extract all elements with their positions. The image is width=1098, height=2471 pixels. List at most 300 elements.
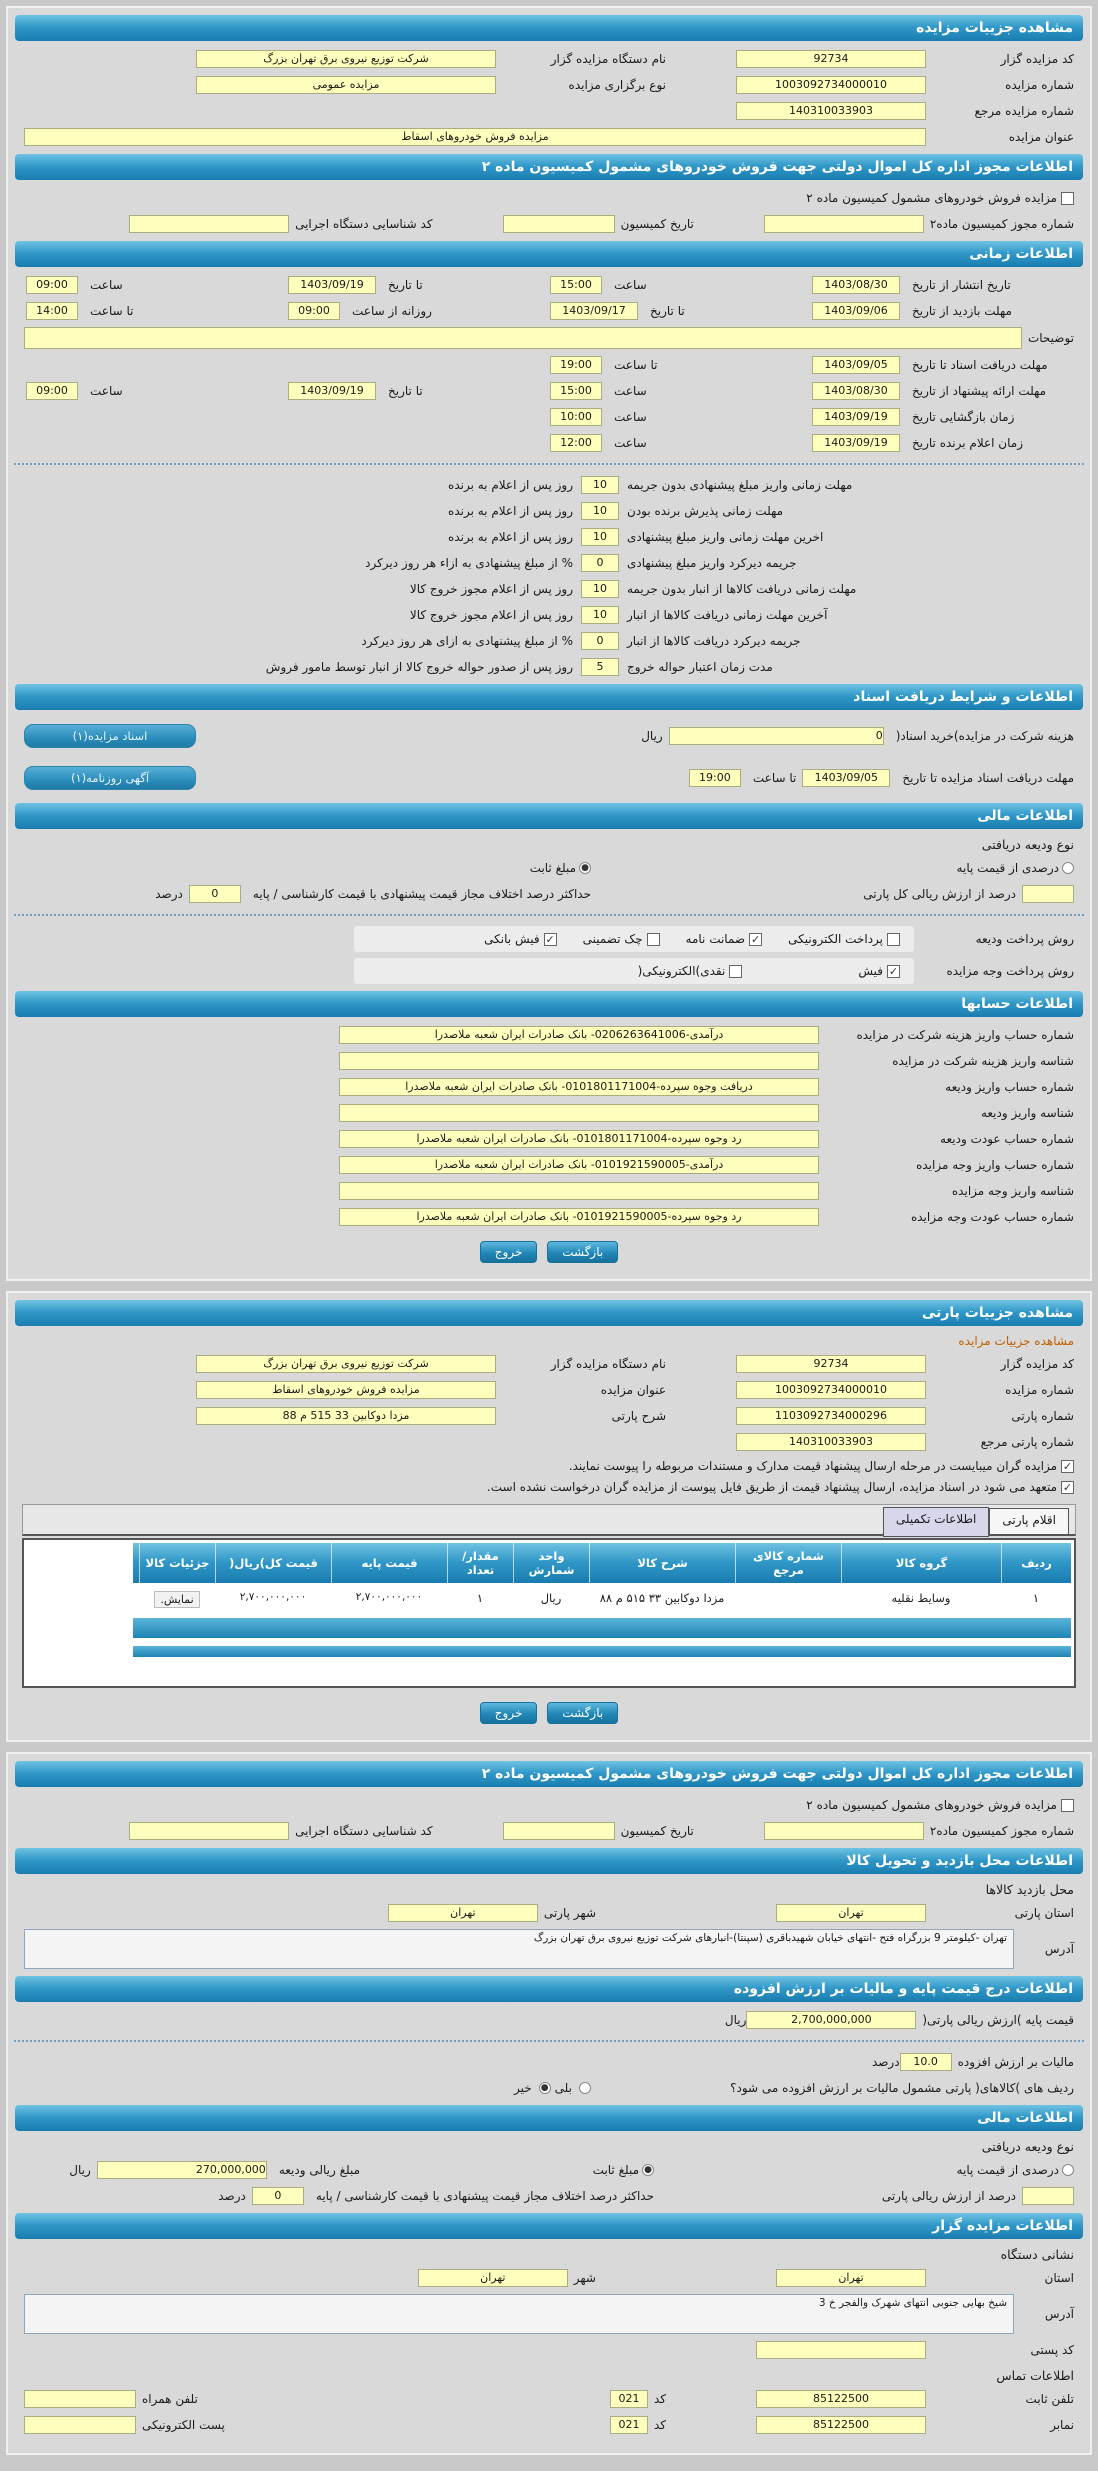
- financial-header: اطلاعات مالی: [15, 803, 1083, 829]
- penalty-field[interactable]: 10: [581, 580, 619, 598]
- attachment-note-2-checkbox[interactable]: ✓: [1062, 1480, 1073, 1494]
- penalty-suffix: روز پس از اعلام به برنده: [448, 530, 573, 544]
- newspaper-ad-button[interactable]: آگهی روزنامه(۱): [24, 766, 196, 790]
- slip-checkbox[interactable]: ✓: [888, 965, 899, 978]
- phone-label: تلفن ثابت: [1025, 2392, 1074, 2406]
- docs-deadline2-date[interactable]: 1403/09/05: [802, 769, 890, 787]
- org-address-field[interactable]: شیخ بهایی جنوبی انتهای شهرک والفجر خ 3: [24, 2294, 1014, 2334]
- offer-hour[interactable]: 15:00: [550, 382, 602, 400]
- base-price-label: قیمت پایه )ارزش ریالی پارتی(: [922, 2013, 1074, 2027]
- penalty-field[interactable]: 0: [581, 554, 619, 572]
- party-tabs: [22, 1504, 1076, 1536]
- price-header: اطلاعات درج قیمت پایه و مالیات بر ارزش افزوده: [15, 1976, 1083, 2002]
- base-price-row: [24, 2010, 1074, 2030]
- party-desc-field[interactable]: مزدا دوکابین 33 515 م 88: [196, 1407, 496, 1425]
- party-number-field[interactable]: 1103092734000296: [736, 1407, 926, 1425]
- timing-header: اطلاعات زمانی: [15, 241, 1083, 267]
- docs-deadline-label: مهلت دریافت اسناد تا تاریخ: [912, 358, 1048, 372]
- description-label: توضیحات: [1027, 331, 1074, 345]
- cheque-checkbox[interactable]: [647, 933, 660, 946]
- auction-org-label: نام دستگاه مزایده گزار: [550, 52, 666, 66]
- account-row: [24, 1051, 1074, 1071]
- address-row: [24, 1929, 1074, 1969]
- percent-value-label: درصد از ارزش ریالی کل پارتی: [863, 887, 1016, 901]
- percent-value-row: [24, 884, 1074, 904]
- party-org-label: نام دستگاه مزایده گزار: [550, 1357, 666, 1371]
- guarantee-checkbox[interactable]: ✓: [750, 933, 761, 946]
- penalty-row: [24, 605, 1074, 625]
- offer-from-label: مهلت ارائه پیشنهاد از تاریخ: [912, 384, 1047, 398]
- separator: [14, 2040, 1084, 2042]
- offer-from-date[interactable]: 1403/08/30: [812, 382, 900, 400]
- vat-field[interactable]: 10.0: [900, 2053, 952, 2071]
- back-button[interactable]: بازگشت: [547, 1241, 618, 1263]
- docs-fee-unit: ریال: [641, 729, 663, 743]
- account-label: شناسه واریز وجه مزایده: [951, 1184, 1074, 1198]
- penalty-label: اخرین مهلت زمانی واریز مبلغ پیشنهادی: [627, 530, 824, 544]
- maxdiff-label: حداکثر درصد اختلاف مجاز قیمت پیشنهادی با قیمت کارشناسی / پایه: [252, 887, 591, 901]
- penalty-row: [24, 527, 1074, 547]
- visit-from-date[interactable]: 1403/09/06: [812, 302, 900, 320]
- docs-deadline-date[interactable]: 1403/09/05: [812, 356, 900, 374]
- penalty-field[interactable]: 0: [581, 632, 619, 650]
- penalty-row: [24, 501, 1074, 521]
- commission2-date-field[interactable]: [503, 1822, 615, 1840]
- offer-to-hour[interactable]: 09:00: [26, 382, 78, 400]
- visit-until-hour[interactable]: 14:00: [26, 302, 78, 320]
- separator: [14, 914, 1084, 916]
- postal-label: کد پستی: [1030, 2343, 1074, 2357]
- percent2-value-row: [24, 2186, 1074, 2206]
- account-row: [24, 1025, 1074, 1045]
- penalty-field[interactable]: 5: [581, 658, 619, 676]
- percent-radio[interactable]: [1062, 862, 1074, 874]
- col-group: گروه کالا: [841, 1543, 1001, 1583]
- auction-number-field[interactable]: 1003092734000010: [736, 76, 926, 94]
- docs-deadline2-label: مهلت دریافت اسناد مزایده تا تاریخ: [902, 771, 1074, 785]
- visit-daily-hour[interactable]: 09:00: [288, 302, 340, 320]
- party-auction-number-field[interactable]: 1003092734000010: [736, 1381, 926, 1399]
- party-row-1: [24, 1354, 1074, 1374]
- publish-hour-label: ساعت: [614, 278, 647, 292]
- panel1-buttons: [8, 1241, 1090, 1263]
- docs-deadline-hour-label: تا ساعت: [614, 358, 658, 372]
- party-extra-panel: [6, 1752, 1092, 2455]
- accounts-header: اطلاعات حسابها: [15, 991, 1083, 1017]
- visit-daily-label: روزانه از ساعت: [352, 304, 432, 318]
- percent-value-field[interactable]: [1022, 885, 1074, 903]
- opening-row: [24, 407, 1074, 427]
- auction-details-panel: [6, 6, 1092, 1281]
- vat-no-label: خیر: [514, 2081, 532, 2095]
- party-auction-title-label: عنوان مزایده: [600, 1383, 666, 1397]
- docs-fee-field[interactable]: 0: [669, 727, 884, 745]
- publish-to-hour-label: ساعت: [90, 278, 123, 292]
- location-row: [24, 1903, 1074, 1923]
- penalty-suffix: روز پس از اعلام به برنده: [448, 478, 573, 492]
- cash-electronic-checkbox[interactable]: [729, 965, 742, 978]
- deposit-amount-label: مبلغ ریالی ودیعه: [278, 2163, 360, 2177]
- org-province-field[interactable]: تهران: [776, 2269, 926, 2287]
- visit-to-date[interactable]: 1403/09/17: [550, 302, 638, 320]
- maxdiff-field[interactable]: 0: [189, 885, 241, 903]
- account-row: [24, 1103, 1074, 1123]
- visit-place-label: محل بازدید کالاها: [985, 1882, 1074, 1897]
- account-label: شناسه واریز هزینه شرکت در مزایده: [892, 1054, 1074, 1068]
- penalty-label: مدت زمان اعتبار حواله خروج: [627, 660, 773, 674]
- docs-fee-label: هزینه شرکت در مزایده)خرید اسناد(: [895, 729, 1074, 743]
- account-label: شماره حساب واریز ودیعه: [945, 1080, 1074, 1094]
- winner-hour-label: ساعت: [614, 436, 647, 450]
- view-auction-link[interactable]: مشاهده جزییات مزایده: [958, 1334, 1074, 1348]
- offer-to-label: تا تاریخ: [388, 384, 423, 398]
- docs-deadline2-hour[interactable]: 19:00: [689, 769, 741, 787]
- publish-from-label: تاریخ انتشار از تاریخ: [912, 278, 1011, 292]
- vat-question-row: [24, 2078, 1074, 2098]
- party-details-header: مشاهده جزییات پارتی: [15, 1300, 1083, 1326]
- vat-yes-radio[interactable]: [579, 2082, 591, 2094]
- phone-field[interactable]: 85122500: [756, 2390, 926, 2408]
- docs-deadline-hour[interactable]: 19:00: [550, 356, 602, 374]
- auction-row-1: [24, 49, 1074, 69]
- auction-details-header: مشاهده جزییات مزایده: [15, 15, 1083, 41]
- vat-row: [24, 2052, 1074, 2072]
- docs-conditions-header: اطلاعات و شرایط دریافت اسناد: [15, 684, 1083, 710]
- permit-fields-row: [24, 214, 1074, 234]
- account-row: [24, 1077, 1074, 1097]
- party-desc-label: شرح پارتی: [611, 1409, 666, 1423]
- slip-label: فیش: [858, 964, 883, 978]
- penalty-suffix: % از مبلغ پیشنهادی به ازاء هر روز دیرکرد: [365, 556, 573, 570]
- visit-from-label: مهلت بازدید از تاریخ: [912, 304, 1012, 318]
- docs-deadline2-to: تا ساعت: [752, 771, 797, 785]
- permit2-no-field[interactable]: [764, 1822, 924, 1840]
- penalty-label: مهلت زمانی پذیرش برنده بودن: [627, 504, 784, 518]
- guarantee-label: ضمانت نامه: [685, 932, 746, 946]
- auction-pay-row: [24, 958, 1074, 984]
- docs-deadline-row: [24, 355, 1074, 375]
- permit2-no-label: شماره مجوز کمیسیون ماده۲: [929, 1824, 1074, 1838]
- commission-date-field[interactable]: [503, 215, 615, 233]
- docs-fee-row: [24, 718, 1074, 754]
- commission-date-label: تاریخ کمیسیون: [620, 217, 694, 231]
- winner-date[interactable]: 1403/09/19: [812, 434, 900, 452]
- postal-field[interactable]: [756, 2341, 926, 2359]
- financial2-header: اطلاعات مالی: [15, 2105, 1083, 2131]
- permit-checkbox-row: [24, 188, 1074, 208]
- auction-org-field[interactable]: شرکت توزیع نیروی برق تهران بزرگ: [196, 50, 496, 68]
- fixed-radio[interactable]: ●: [579, 862, 591, 874]
- penalty-field[interactable]: 10: [581, 606, 619, 624]
- epay-label: پرداخت الکترونیکی: [788, 932, 883, 946]
- fax-label: نمابر: [1050, 2418, 1074, 2432]
- attachment-note-1-checkbox[interactable]: ✓: [1062, 1459, 1073, 1473]
- cell-group: وسایط نقلیه: [891, 1591, 951, 1605]
- party-auction-number-label: شماره مزایده: [1005, 1383, 1074, 1397]
- winner-row: [24, 433, 1074, 453]
- penalty-row: [24, 657, 1074, 677]
- auction-row-3: [24, 101, 1074, 121]
- auction-code-label: کد مزایده گزار: [1000, 52, 1074, 66]
- publish-to-date[interactable]: 1403/09/19: [288, 276, 376, 294]
- cell-row: ۱: [1032, 1591, 1040, 1605]
- col-row: ردیف: [1001, 1543, 1071, 1583]
- org-address-header: نشانی دستگاه: [1000, 2247, 1074, 2262]
- winner-label: زمان اعلام برنده تاریخ: [912, 436, 1023, 450]
- timing-row-visit: [24, 301, 1074, 321]
- vat-question-label: ردیف های )کالاهای( پارتی مشمول مالیات بر ارزش افزوده می شود؟: [730, 2081, 1074, 2095]
- permit-no-label: شماره مجوز کمیسیون ماده۲: [929, 217, 1074, 231]
- org-address-row: [24, 2294, 1074, 2334]
- postal-row: [24, 2340, 1074, 2360]
- permit2-checkbox-label: مزایده فروش خودروهای مشمول کمیسیون ماده ۲: [806, 1798, 1057, 1812]
- penalty-suffix: روز پس از اعلام به برنده: [448, 504, 573, 518]
- address-field[interactable]: تهران -کیلومتر 9 بزرگراه فتح -انتهای خیابان شهیدباقری (سپنتا)-انبارهای شرکت توزیع نیروی برق تهران بزرگ: [24, 1929, 1014, 1969]
- table-pager-bar: [133, 1646, 1071, 1657]
- location-header: اطلاعات محل بازدید و تحویل کالا: [15, 1848, 1083, 1874]
- visit-until-label: تا ساعت: [90, 304, 134, 318]
- table-row: [133, 1583, 1071, 1616]
- vat-yes-label: بلی: [554, 2081, 572, 2095]
- description-field[interactable]: [24, 327, 1022, 349]
- deposit-type-row: [24, 858, 1074, 878]
- account-row: [24, 1181, 1074, 1201]
- visit-to-label: تا تاریخ: [650, 304, 685, 318]
- vat-label: مالیات بر ارزش افزوده: [957, 2055, 1074, 2069]
- auction-row-2: [24, 75, 1074, 95]
- winner-hour[interactable]: 12:00: [550, 434, 602, 452]
- penalty-label: مهلت زمانی واریز مبلغ پیشنهادی بدون جریمه: [627, 478, 853, 492]
- org-city-field[interactable]: تهران: [418, 2269, 568, 2287]
- account-field[interactable]: [339, 1052, 819, 1070]
- permit-header: اطلاعات مجوز اداره کل اموال دولتی جهت فروش خودروهای مشمول کمیسیون ماده ۲: [15, 154, 1083, 180]
- account-label: شماره حساب واریز هزینه شرکت در مزایده: [856, 1028, 1074, 1042]
- party-code-label: کد مزایده گزار: [1000, 1357, 1074, 1371]
- auction-docs-button[interactable]: اسناد مزایده(۱): [24, 724, 196, 748]
- base-price-field[interactable]: 2,700,000,000: [746, 2011, 916, 2029]
- opening-hour-label: ساعت: [614, 410, 647, 424]
- mobile-field[interactable]: [24, 2390, 136, 2408]
- description-row: [24, 327, 1074, 349]
- penalty-field[interactable]: 10: [581, 476, 619, 494]
- party-ref-field[interactable]: 140310033903: [736, 1433, 926, 1451]
- party-province-field[interactable]: تهران: [776, 1904, 926, 1922]
- auction-number-label: شماره مزایده: [1005, 78, 1074, 92]
- penalty-suffix: روز پس از اعلام مجوز خروج کالا: [409, 582, 573, 596]
- party-number-label: شماره پارتی: [1011, 1409, 1074, 1423]
- party-city-field[interactable]: تهران: [388, 1904, 538, 1922]
- org-location-row: [24, 2268, 1074, 2288]
- separator: [14, 463, 1084, 465]
- party-auction-title-field[interactable]: مزایده فروش خودروهای اسقاط: [196, 1381, 496, 1399]
- permit2-checkbox[interactable]: [1061, 1799, 1074, 1812]
- fixed2-option-label: مبلغ ثابت: [592, 2163, 639, 2177]
- account-row: [24, 1129, 1074, 1149]
- party-items-table: [22, 1538, 1076, 1688]
- col-details: جزئیات کالا: [139, 1543, 215, 1583]
- maxdiff2-unit: درصد: [218, 2189, 246, 2203]
- opening-label: زمان بازگشایی تاریخ: [912, 410, 1015, 424]
- deposit-pay-options: [354, 926, 914, 952]
- publish-to-hour[interactable]: 09:00: [26, 276, 78, 294]
- docs-deadline2-row: [24, 760, 1074, 796]
- cell-total-price: ۲,۷۰۰,۰۰۰,۰۰۰: [239, 1591, 307, 1603]
- party-code-field[interactable]: 92734: [736, 1355, 926, 1373]
- auction-row-4: [24, 127, 1074, 147]
- party-row-2: [24, 1380, 1074, 1400]
- mobile-label: تلفن همراه: [142, 2392, 198, 2406]
- penalty-suffix: روز پس از اعلام مجوز خروج کالا: [409, 608, 573, 622]
- attachment-note-2-text: متعهد می شود در اسناد مزایده، ارسال پیشنهاد قیمت از طریق فایل پیوست از مزایده گران درخواست نشده است.: [486, 1480, 1057, 1494]
- maxdiff2-field[interactable]: 0: [252, 2187, 304, 2205]
- base-price-unit: ریال: [724, 2013, 747, 2027]
- account-label: شناسه واریز ودیعه: [980, 1106, 1074, 1120]
- email-field[interactable]: [24, 2416, 136, 2434]
- auction-title-label: عنوان مزایده: [1008, 130, 1074, 144]
- attachment-note-1: [24, 1459, 1074, 1473]
- deposit-type2-label: نوع ودیعه دریافتی: [981, 2139, 1074, 2154]
- penalty-field[interactable]: 10: [581, 502, 619, 520]
- publish-to-label: تا تاریخ: [388, 278, 423, 292]
- permit2-fields-row: [24, 1821, 1074, 1841]
- col-ref: شماره کالای مرجع: [735, 1543, 841, 1583]
- vat-unit: درصد: [871, 2055, 900, 2069]
- party-row-4: [24, 1432, 1074, 1452]
- phone-code-label: کد: [653, 2392, 666, 2406]
- deposit-amount-field[interactable]: 270,000,000: [97, 2161, 267, 2179]
- col-total-price: قیمت کل)ریال(: [215, 1543, 331, 1583]
- back-button[interactable]: بازگشت: [547, 1702, 618, 1724]
- account-field[interactable]: درآمدی-0101921590005- بانک صادرات ایران شعبه ملاصدرا: [339, 1156, 819, 1174]
- deposit-type2-row: [24, 2160, 1074, 2180]
- auction-code-field[interactable]: 92734: [736, 50, 926, 68]
- account-row: [24, 1155, 1074, 1175]
- maxdiff-unit: درصد: [155, 887, 183, 901]
- exit-button[interactable]: خروج: [480, 1241, 538, 1263]
- phone-code-field[interactable]: 021: [610, 2390, 648, 2408]
- permit-header-2: اطلاعات مجوز اداره کل اموال دولتی جهت فروش خودروهای مشمول کمیسیون ماده ۲: [15, 1761, 1083, 1787]
- bank-slip-label: فیش بانکی: [484, 932, 540, 946]
- permit-checkbox[interactable]: [1061, 192, 1074, 205]
- account-field[interactable]: دریافت وجوه سپرده-0101801171004- بانک صادرات ایران شعبه ملاصدرا: [339, 1078, 819, 1096]
- percent-option-label: درصدی از قیمت پایه: [956, 861, 1059, 875]
- percent2-value-field[interactable]: [1022, 2187, 1074, 2205]
- party-province-label: استان پارتی: [1014, 1906, 1074, 1920]
- offer-to-date[interactable]: 1403/09/19: [288, 382, 376, 400]
- bank-slip-checkbox[interactable]: ✓: [545, 933, 555, 946]
- auction-type-label: نوع برگزاری مزایده: [568, 78, 666, 92]
- fax-code-field[interactable]: 021: [610, 2416, 648, 2434]
- auction-ref-label: شماره مزایده مرجع: [974, 104, 1074, 118]
- table-footer-bar: [133, 1618, 1071, 1638]
- cell-ref: [735, 1583, 841, 1616]
- epay-checkbox[interactable]: [887, 933, 900, 946]
- show-item-details-button[interactable]: نمایش.: [154, 1591, 199, 1608]
- tab-extra-info[interactable]: اطلاعات تکمیلی: [883, 1507, 989, 1537]
- account-field[interactable]: [339, 1104, 819, 1122]
- contact-header: اطلاعات تماس: [996, 2368, 1074, 2383]
- deposit-amount-unit: ریال: [69, 2163, 91, 2177]
- offer-hour-label: ساعت: [614, 384, 647, 398]
- panel2-buttons: [8, 1702, 1090, 1724]
- cash-electronic-label: نقدی)الکترونیکی(: [637, 964, 726, 978]
- account-field[interactable]: رد وجوه سپرده-0101801171004- بانک صادرات ایران شعبه ملاصدرا: [339, 1130, 819, 1148]
- auction-ref-field[interactable]: 140310033903: [736, 102, 926, 120]
- account-label: شماره حساب عودت وجه مزایده: [910, 1210, 1074, 1224]
- percent2-radio[interactable]: [1062, 2164, 1074, 2176]
- cell-qty: ۱: [476, 1591, 484, 1605]
- auctioneer-header: اطلاعات مزایده گزار: [15, 2213, 1083, 2239]
- fax-field[interactable]: 85122500: [756, 2416, 926, 2434]
- attachment-note-2: [24, 1480, 1074, 1494]
- deposit-pay-label: روش پرداخت ودیعه: [975, 932, 1074, 946]
- publish-from-date[interactable]: 1403/08/30: [812, 276, 900, 294]
- vat-no-radio[interactable]: ●: [539, 2082, 551, 2094]
- penalty-row: [24, 553, 1074, 573]
- org-city-label: شهر: [573, 2271, 596, 2285]
- account-field[interactable]: درآمدی-0206263641006- بانک صادرات ایران شعبه ملاصدرا: [339, 1026, 819, 1044]
- exit-button[interactable]: خروج: [480, 1702, 538, 1724]
- items-table-header: [133, 1543, 1071, 1583]
- penalty-suffix: % از مبلغ پیشنهادی به ازای هر روز دیرکرد: [361, 634, 573, 648]
- party-row-3: [24, 1406, 1074, 1426]
- auction-title-field[interactable]: مزایده فروش خودروهای اسقاط: [24, 128, 926, 146]
- auction-pay-label: روش پرداخت وجه مزایده: [946, 964, 1074, 978]
- party-org-field[interactable]: شرکت توزیع نیروی برق تهران بزرگ: [196, 1355, 496, 1373]
- offer-to-hour-label: ساعت: [90, 384, 123, 398]
- exec-id-field[interactable]: [129, 215, 289, 233]
- fixed2-radio[interactable]: ●: [642, 2164, 654, 2176]
- commission2-date-label: تاریخ کمیسیون: [620, 1824, 694, 1838]
- tab-party-items[interactable]: اقلام پارتی: [989, 1508, 1069, 1534]
- penalty-label: جریمه دیرکرد واریز مبلغ پیشنهادی: [627, 556, 797, 570]
- penalty-row: [24, 579, 1074, 599]
- account-field[interactable]: رد وجوه سپرده-0101921590005- بانک صادرات ایران شعبه ملاصدرا: [339, 1208, 819, 1226]
- publish-hour[interactable]: 15:00: [550, 276, 602, 294]
- auction-type-field[interactable]: مزایده عمومی: [196, 76, 496, 94]
- party-city-label: شهر پارتی: [543, 1906, 596, 1920]
- exec2-id-field[interactable]: [129, 1822, 289, 1840]
- phone-row: [24, 2389, 1074, 2409]
- cheque-label: چک تضمینی: [582, 932, 643, 946]
- auction-pay-options: [354, 958, 914, 984]
- penalty-field[interactable]: 10: [581, 528, 619, 546]
- account-row: [24, 1207, 1074, 1227]
- penalty-label: آخرین مهلت زمانی دریافت کالاها از انبار: [627, 608, 828, 622]
- permit2-checkbox-row: [24, 1795, 1074, 1815]
- maxdiff2-label: حداکثر درصد اختلاف مجاز قیمت پیشنهادی با قیمت کارشناسی / پایه: [315, 2189, 654, 2203]
- cell-base-price: ۲,۷۰۰,۰۰۰,۰۰۰: [355, 1591, 423, 1603]
- permit-no-field[interactable]: [764, 215, 924, 233]
- party-ref-label: شماره پارتی مرجع: [980, 1435, 1074, 1449]
- exec-id-label: کد شناسایی دستگاه اجرایی: [295, 217, 433, 231]
- fax-code-label: کد: [653, 2418, 666, 2432]
- col-base-price: قیمت پایه: [331, 1543, 447, 1583]
- cell-unit: ریال: [540, 1591, 562, 1605]
- exec2-id-label: کد شناسایی دستگاه اجرایی: [295, 1824, 433, 1838]
- deposit-type-label: نوع ودیعه دریافتی: [981, 837, 1074, 852]
- penalty-suffix: روز پس از صدور حواله خروج کالا از انبار توسط مامور فروش: [265, 660, 573, 674]
- penalty-label: مهلت زمانی دریافت کالاها از انبار بدون جریمه: [627, 582, 857, 596]
- party-details-panel: [6, 1291, 1092, 1742]
- opening-hour[interactable]: 10:00: [550, 408, 602, 426]
- account-field[interactable]: [339, 1182, 819, 1200]
- deposit-pay-row: [24, 926, 1074, 952]
- opening-date[interactable]: 1403/09/19: [812, 408, 900, 426]
- org-province-label: استان: [1044, 2271, 1074, 2285]
- account-label: شماره حساب عودت ودیعه: [940, 1132, 1074, 1146]
- percent2-option-label: درصدی از قیمت پایه: [956, 2163, 1059, 2177]
